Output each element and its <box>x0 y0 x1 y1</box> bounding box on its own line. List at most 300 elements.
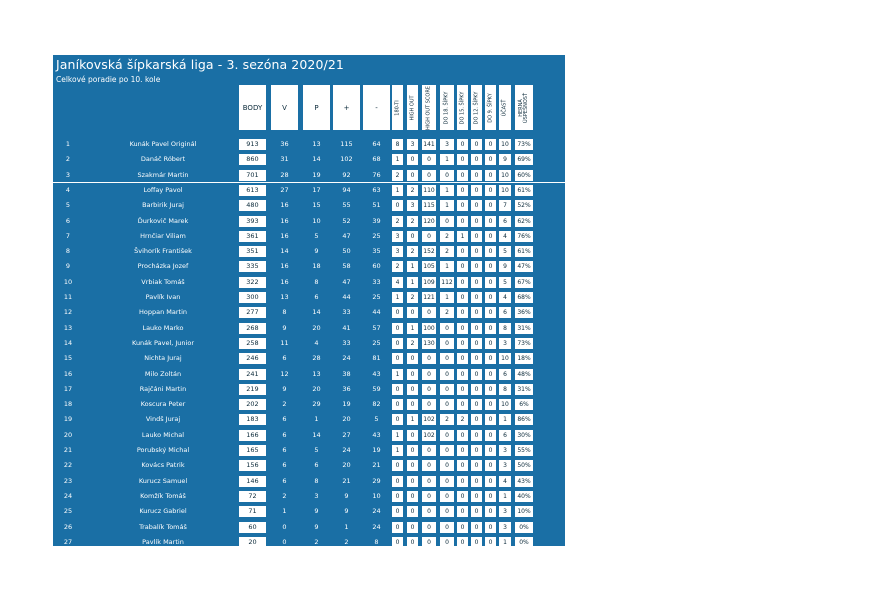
detail-stat-cell: 0 <box>440 170 454 181</box>
col-header-stat-label: DO 12. ŠÍPKY <box>473 91 479 124</box>
points-cell: 913 <box>239 139 266 150</box>
detail-stat-cell: 0 <box>471 399 482 410</box>
detail-stat-cell: 0 <box>485 460 496 471</box>
rank-cell: 8 <box>65 247 71 256</box>
detail-stat-cell: 0 <box>485 170 496 181</box>
detail-stat-cell: 0 <box>422 399 436 410</box>
detail-stat-cell: 4 <box>499 292 511 303</box>
player-name: Hrnčiar Viliam <box>140 231 186 240</box>
detail-stat-cell: 0 <box>392 353 403 364</box>
stat-cell: 102 <box>340 155 353 164</box>
stat-cell: 2 <box>282 491 287 500</box>
detail-stat-cell: 0 <box>471 369 482 380</box>
detail-stat-cell: 0 <box>457 261 468 272</box>
detail-stat-cell: 0 <box>457 185 468 196</box>
detail-stat-cell: 0 <box>485 476 496 487</box>
detail-stat-cell: 0 <box>471 261 482 272</box>
stat-cell: 15 <box>312 201 321 210</box>
stat-cell: 24 <box>342 354 351 363</box>
stat-cell: 51 <box>372 201 381 210</box>
stat-cell: 5 <box>314 446 319 454</box>
detail-stat-cell: 0 <box>407 522 418 533</box>
points-cell: 268 <box>239 323 266 334</box>
detail-stat-cell: 1 <box>440 154 454 165</box>
stat-cell: 33 <box>342 338 351 347</box>
rank-cell: 24 <box>63 491 73 500</box>
detail-stat-cell: 0 <box>471 323 482 334</box>
detail-stat-cell: 0 <box>407 491 418 502</box>
col-header-stat-label: 180-TI <box>394 99 400 116</box>
detail-stat-cell: 110 <box>423 186 435 194</box>
detail-stat-cell: 0 <box>485 506 496 517</box>
detail-stat-cell: 1 <box>392 369 403 380</box>
detail-stat-cell: 2 <box>440 307 454 318</box>
detail-stat-cell: 0% <box>515 522 533 533</box>
detail-stat-cell: 0 <box>485 139 496 150</box>
stat-cell: 21 <box>372 461 381 470</box>
detail-stat-cell: 0 <box>457 323 468 334</box>
detail-stat-cell: 0 <box>485 154 496 165</box>
stat-cell: 2 <box>344 537 349 546</box>
detail-stat-cell: 0 <box>485 246 496 257</box>
detail-stat-cell: 0 <box>457 445 468 456</box>
detail-stat-cell: 0 <box>440 369 454 380</box>
detail-stat-cell: 1 <box>499 414 511 425</box>
detail-stat-cell: 2 <box>407 216 418 227</box>
detail-stat-cell: 0 <box>471 338 482 349</box>
detail-stat-cell: 62% <box>515 216 533 227</box>
col-header-points: BODY <box>239 85 266 130</box>
detail-stat-cell: 3 <box>499 522 511 533</box>
detail-stat-cell: 0 <box>440 430 454 441</box>
detail-stat-cell: 2 <box>440 231 454 242</box>
detail-stat-cell: 0 <box>440 353 454 364</box>
detail-stat-cell: 0 <box>485 522 496 533</box>
detail-stat-cell: 0 <box>422 384 436 395</box>
detail-stat-cell: 0 <box>440 522 454 533</box>
rank-cell: 3 <box>65 170 71 179</box>
detail-stat-cell: 0 <box>440 476 454 487</box>
points-cell: 166 <box>239 430 266 441</box>
rank-cell: 5 <box>65 201 71 210</box>
stat-cell: 6 <box>282 461 287 470</box>
detail-stat-cell: 0 <box>471 246 482 257</box>
stat-cell: 5 <box>374 415 379 424</box>
detail-stat-cell: 1 <box>440 292 454 303</box>
detail-stat-cell: 152 <box>423 248 435 256</box>
col-header-stat-label: DO 9. ŠÍPKY <box>487 92 493 123</box>
detail-stat-cell: 0 <box>392 537 403 548</box>
detail-stat-cell: 0 <box>440 399 454 410</box>
rank-cell: 6 <box>65 216 71 225</box>
detail-stat-cell: 1 <box>407 323 418 334</box>
stat-cell: 9 <box>282 384 287 393</box>
detail-stat-cell: 0 <box>471 445 482 456</box>
detail-stat-cell: 55% <box>515 445 533 456</box>
detail-stat-cell: 0 <box>471 537 482 548</box>
detail-stat-cell: 52% <box>515 200 533 211</box>
points-cell: 322 <box>239 277 266 288</box>
stat-cell: 5 <box>314 231 319 240</box>
stat-cell: 38 <box>342 369 351 378</box>
stat-cell: 60 <box>372 262 381 271</box>
detail-stat-cell: 0 <box>407 307 418 318</box>
rank-cell: 20 <box>63 430 73 439</box>
detail-stat-cell: 4 <box>392 277 403 288</box>
stat-cell: 6 <box>314 461 319 470</box>
stat-cell: 9 <box>314 522 319 531</box>
col-header-stat-label: DO 15. ŠÍPKY <box>459 91 465 124</box>
player-name: Kovács Patrik <box>141 461 185 470</box>
detail-stat-cell: 6 <box>499 216 511 227</box>
player-name: Procházka Jozef <box>137 262 189 271</box>
player-name: Ďurkovič Marek <box>137 216 189 225</box>
rank-cell: 12 <box>63 308 73 317</box>
rank-cell: 1 <box>65 140 71 148</box>
detail-stat-cell: 6 <box>499 307 511 318</box>
detail-stat-cell: 18% <box>515 353 533 364</box>
stat-cell: 63 <box>372 185 381 194</box>
stat-cell: 50 <box>342 247 351 256</box>
stat-cell: 9 <box>314 247 319 256</box>
rank-cell: 22 <box>63 461 73 470</box>
detail-stat-cell: 31% <box>515 384 533 395</box>
detail-stat-cell: 0 <box>485 445 496 456</box>
player-name: Pavlík Martin <box>142 537 184 546</box>
detail-stat-cell: 100 <box>423 324 435 332</box>
detail-stat-cell: 0 <box>392 307 403 318</box>
detail-stat-cell: 0 <box>471 231 482 242</box>
stat-cell: 16 <box>280 262 289 271</box>
stat-cell: 6 <box>282 446 287 454</box>
detail-stat-cell: 8 <box>499 384 511 395</box>
rank-cell: 7 <box>65 231 71 240</box>
detail-stat-cell: 10 <box>499 399 511 410</box>
player-name: Barbirik Juraj <box>142 201 184 210</box>
detail-stat-cell: 0 <box>422 476 436 487</box>
detail-stat-cell: 0 <box>407 537 418 548</box>
stat-cell: 6 <box>282 430 287 439</box>
detail-stat-cell: 0 <box>392 460 403 471</box>
stat-cell: 8 <box>374 537 379 546</box>
stat-cell: 25 <box>372 293 381 301</box>
col-header-stat <box>440 85 454 130</box>
detail-stat-cell: 40% <box>515 491 533 502</box>
rank-cell: 13 <box>63 323 73 332</box>
detail-stat-cell: 50% <box>515 460 533 471</box>
stat-cell: 58 <box>342 262 351 271</box>
detail-stat-cell: 0 <box>471 522 482 533</box>
detail-stat-cell: 0 <box>457 353 468 364</box>
detail-stat-cell: 0 <box>422 353 436 364</box>
stat-cell: 10 <box>312 216 321 225</box>
detail-stat-cell: 10 <box>499 139 511 150</box>
detail-stat-cell: 0 <box>457 338 468 349</box>
stat-cell: 28 <box>280 170 289 179</box>
points-cell: 860 <box>239 154 266 165</box>
stat-cell: 12 <box>280 369 289 378</box>
detail-stat-cell: 1 <box>440 200 454 211</box>
detail-stat-cell: 61% <box>515 185 533 196</box>
col-header-stat <box>457 85 468 130</box>
stat-cell: 76 <box>372 170 381 179</box>
points-cell: 156 <box>239 460 266 471</box>
detail-stat-cell: 3 <box>499 445 511 456</box>
stat-cell: 19 <box>372 446 381 454</box>
detail-stat-cell: 0 <box>471 170 482 181</box>
stat-cell: 68 <box>372 155 381 164</box>
detail-stat-cell: 0 <box>471 200 482 211</box>
detail-stat-cell: 0 <box>407 430 418 441</box>
detail-stat-cell: 0 <box>485 216 496 227</box>
points-cell: 72 <box>239 491 266 502</box>
col-header-stat <box>422 85 436 130</box>
detail-stat-cell: 1 <box>392 185 403 196</box>
player-name: Vrbiak Tomáš <box>141 277 185 286</box>
detail-stat-cell: 1 <box>499 537 511 548</box>
detail-stat-cell: 0 <box>407 369 418 380</box>
detail-stat-cell: 0 <box>485 261 496 272</box>
detail-stat-cell: 0 <box>485 307 496 318</box>
points-cell: 71 <box>239 506 266 517</box>
detail-stat-cell: 0 <box>485 292 496 303</box>
col-header-stat-label: HIGH OUT SCORE <box>425 85 432 130</box>
detail-stat-cell: 0 <box>422 154 436 165</box>
detail-stat-cell: 9 <box>499 154 511 165</box>
detail-stat-cell: 105 <box>423 263 435 271</box>
rank-cell: 14 <box>63 338 73 347</box>
detail-stat-cell: 130 <box>423 339 435 347</box>
player-name: Rajčáni Martin <box>139 384 187 393</box>
detail-stat-cell: 0 <box>422 170 436 181</box>
points-cell: 393 <box>239 216 266 227</box>
detail-stat-cell: 31% <box>515 323 533 334</box>
detail-stat-cell: 0 <box>457 430 468 441</box>
stat-cell: 2 <box>314 537 319 546</box>
stat-cell: 13 <box>312 140 321 148</box>
stat-cell: 1 <box>282 507 287 516</box>
rank-cell: 21 <box>63 446 73 454</box>
stat-cell: 24 <box>372 522 381 531</box>
stat-cell: 6 <box>282 476 287 485</box>
stat-cell: 44 <box>342 293 351 301</box>
stat-cell: 31 <box>280 155 289 164</box>
col-header-stat <box>485 85 496 130</box>
stat-cell: 27 <box>280 185 289 194</box>
stat-cell: 16 <box>280 277 289 286</box>
detail-stat-cell: 3 <box>499 338 511 349</box>
col-header-stat-label: HERNÁ ÚSPEŠNOSŤ <box>518 92 529 123</box>
detail-stat-cell: 1 <box>392 292 403 303</box>
detail-stat-cell: 1 <box>407 277 418 288</box>
detail-stat-cell: 0 <box>407 399 418 410</box>
detail-stat-cell: 36% <box>515 307 533 318</box>
detail-stat-cell: 1 <box>407 261 418 272</box>
stat-cell: 25 <box>372 231 381 240</box>
detail-stat-cell: 30% <box>515 430 533 441</box>
detail-stat-cell: 10% <box>515 506 533 517</box>
rank-cell: 4 <box>65 185 71 194</box>
stat-cell: 13 <box>312 369 321 378</box>
detail-stat-cell: 0 <box>457 277 468 288</box>
detail-stat-cell: 2 <box>392 170 403 181</box>
stat-cell: 6 <box>282 354 287 363</box>
detail-stat-cell: 61% <box>515 246 533 257</box>
detail-stat-cell: 0 <box>392 200 403 211</box>
detail-stat-cell: 7 <box>499 200 511 211</box>
stat-cell: 9 <box>314 507 319 516</box>
stat-cell: 43 <box>372 369 381 378</box>
stat-cell: 25 <box>372 338 381 347</box>
detail-stat-cell: 43% <box>515 476 533 487</box>
col-header-stat-label: ÚČASŤ <box>501 99 508 116</box>
detail-stat-cell: 0 <box>485 430 496 441</box>
detail-stat-cell: 0 <box>407 353 418 364</box>
detail-stat-cell: 0 <box>422 445 436 456</box>
detail-stat-cell: 1 <box>407 414 418 425</box>
points-cell: 202 <box>239 399 266 410</box>
rank-cell: 11 <box>63 293 73 301</box>
detail-stat-cell: 73% <box>515 338 533 349</box>
stat-cell: 8 <box>282 308 287 317</box>
detail-stat-cell: 0 <box>471 185 482 196</box>
detail-stat-cell: 0 <box>485 491 496 502</box>
detail-stat-cell: 5 <box>499 277 511 288</box>
detail-stat-cell: 1 <box>499 491 511 502</box>
points-cell: 300 <box>239 292 266 303</box>
detail-stat-cell: 0 <box>485 414 496 425</box>
detail-stat-cell: 4 <box>499 231 511 242</box>
stat-cell: 36 <box>280 140 289 148</box>
detail-stat-cell: 0 <box>485 384 496 395</box>
stat-cell: 10 <box>372 491 381 500</box>
stat-cell: 39 <box>372 216 381 225</box>
col-header-stat <box>499 85 511 130</box>
detail-stat-cell: 0 <box>457 200 468 211</box>
detail-stat-cell: 1 <box>457 231 468 242</box>
stat-cell: 82 <box>372 400 381 409</box>
detail-stat-cell: 0 <box>392 491 403 502</box>
stat-cell: 36 <box>342 384 351 393</box>
points-cell: 246 <box>239 353 266 364</box>
stat-cell: 17 <box>312 185 321 194</box>
detail-stat-cell: 8 <box>392 139 403 150</box>
player-name: Kurucz Samuel <box>138 476 188 485</box>
stat-cell: 20 <box>342 415 351 424</box>
detail-stat-cell: 0 <box>457 369 468 380</box>
detail-stat-cell: 2 <box>392 216 403 227</box>
stat-cell: 115 <box>340 140 353 148</box>
detail-stat-cell: 0 <box>471 292 482 303</box>
detail-stat-cell: 3 <box>407 200 418 211</box>
stat-cell: 55 <box>342 201 351 210</box>
stat-cell: 14 <box>312 308 321 317</box>
col-header-legs-minus: - <box>363 85 390 130</box>
col-header-stat <box>392 85 403 130</box>
detail-stat-cell: 3 <box>407 139 418 150</box>
detail-stat-cell: 0 <box>457 170 468 181</box>
player-name: Szakmár Martin <box>137 170 189 179</box>
detail-stat-cell: 3 <box>440 139 454 150</box>
points-cell: 60 <box>239 522 266 533</box>
stat-cell: 16 <box>280 201 289 210</box>
col-header-stat <box>407 85 418 130</box>
detail-stat-cell: 0 <box>457 216 468 227</box>
player-name: Koscura Peter <box>140 400 186 409</box>
stat-cell: 14 <box>312 155 321 164</box>
detail-stat-cell: 3 <box>499 460 511 471</box>
detail-stat-cell: 0 <box>471 476 482 487</box>
detail-stat-cell: 67% <box>515 277 533 288</box>
stat-cell: 4 <box>314 338 319 347</box>
points-cell: 165 <box>239 445 266 456</box>
stat-cell: 13 <box>280 293 289 301</box>
points-cell: 613 <box>239 185 266 196</box>
detail-stat-cell: 0 <box>485 399 496 410</box>
detail-stat-cell: 0 <box>457 139 468 150</box>
detail-stat-cell: 0 <box>392 522 403 533</box>
stat-cell: 20 <box>312 384 321 393</box>
detail-stat-cell: 6 <box>499 369 511 380</box>
points-cell: 183 <box>239 414 266 425</box>
player-name: Nichta Juraj <box>144 354 182 363</box>
detail-stat-cell: 76% <box>515 231 533 242</box>
player-name: Kunák Pavel, Junior <box>132 338 194 347</box>
stat-cell: 81 <box>372 354 381 363</box>
detail-stat-cell: 10 <box>499 353 511 364</box>
stat-cell: 33 <box>342 308 351 317</box>
detail-stat-cell: 4 <box>499 476 511 487</box>
detail-stat-cell: 2 <box>407 246 418 257</box>
player-name: Hoppan Martin <box>138 308 188 317</box>
points-cell: 241 <box>239 369 266 380</box>
detail-stat-cell: 0 <box>440 216 454 227</box>
stat-cell: 41 <box>342 323 351 332</box>
col-header-losses: P <box>303 85 330 130</box>
stat-cell: 24 <box>372 507 381 516</box>
detail-stat-cell: 109 <box>423 278 435 286</box>
detail-stat-cell: 9 <box>499 261 511 272</box>
player-name: Loffay Pavol <box>143 185 183 194</box>
stat-cell: 94 <box>342 185 351 194</box>
detail-stat-cell: 0 <box>392 323 403 334</box>
detail-stat-cell: 0 <box>471 384 482 395</box>
stat-cell: 27 <box>342 430 351 439</box>
detail-stat-cell: 0 <box>422 460 436 471</box>
detail-stat-cell: 2 <box>457 414 468 425</box>
stat-cell: 59 <box>372 384 381 393</box>
detail-stat-cell: 0 <box>485 353 496 364</box>
detail-stat-cell: 0% <box>515 537 533 548</box>
detail-stat-cell: 0 <box>471 353 482 364</box>
detail-stat-cell: 0 <box>485 369 496 380</box>
detail-stat-cell: 0 <box>440 537 454 548</box>
detail-stat-cell: 73% <box>515 139 533 150</box>
stat-cell: 18 <box>312 262 321 271</box>
stat-cell: 8 <box>314 476 319 485</box>
player-name: Lauko Michal <box>141 430 185 439</box>
player-name: Kunák Pavel Originál <box>129 140 197 148</box>
rank-cell: 27 <box>63 537 73 546</box>
player-name: Trabalík Tomáš <box>139 522 187 531</box>
detail-stat-cell: 0 <box>471 307 482 318</box>
detail-stat-cell: 112 <box>441 278 453 286</box>
stat-cell: 16 <box>280 216 289 225</box>
stat-cell: 29 <box>312 400 321 409</box>
stat-cell: 33 <box>372 277 381 286</box>
detail-stat-cell: 0 <box>457 491 468 502</box>
detail-stat-cell: 0 <box>422 522 436 533</box>
